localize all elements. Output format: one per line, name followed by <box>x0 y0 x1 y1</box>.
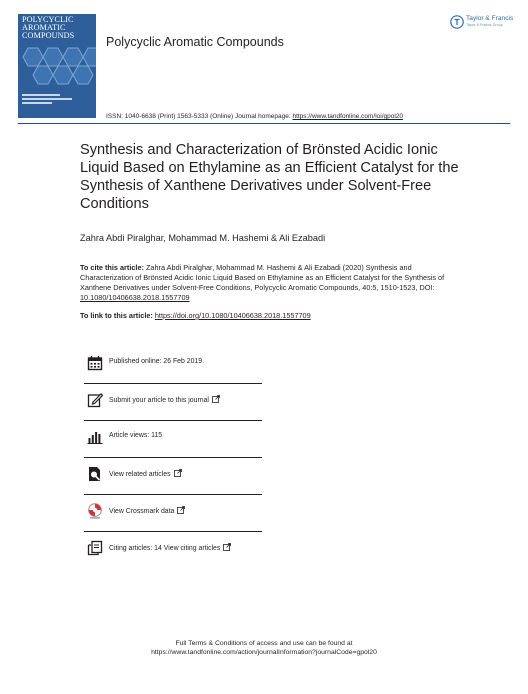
journal-title[interactable]: Polycyclic Aromatic Compounds <box>106 35 284 49</box>
cover-text-line <box>22 102 52 104</box>
cite-label: To cite this article: <box>80 263 144 272</box>
bar-chart-icon <box>87 429 103 445</box>
calendar-icon <box>87 355 103 371</box>
citing-articles-icon <box>87 540 103 556</box>
cover-title: POLYCYCLIC AROMATIC COMPOUNDS <box>22 15 75 40</box>
header-divider <box>18 123 510 124</box>
submit-article-row[interactable] <box>84 384 262 421</box>
article-views-label: Article views: 115 <box>109 432 163 439</box>
cite-doi-link[interactable]: 10.1080/10406638.2018.1557709 <box>80 293 190 302</box>
journal-cover-thumbnail <box>18 14 96 118</box>
issn-text: ISSN: 1040-6638 (Print) 1563-5333 (Online) Journal homepage: <box>106 113 293 120</box>
publisher-logo[interactable] <box>450 14 512 32</box>
terms-link[interactable]: https://www.tandfonline.com/action/journalInformation?journalCode=gpol20 <box>151 649 377 656</box>
article-info-list <box>84 347 262 568</box>
crossmark-icon <box>87 503 103 519</box>
cite-text: Zahra Abdi Piralghar, Mohammad M. Hashemi & Ali Ezabadi (2020) Synthesis and Characterization of Brönsted Acidic Ionic Liquid Based on Ethylamine as an Efficient Catalyst for the Synthesis of Xanthene Derivatives under Solvent-Free Conditions, Polycyclic Aromatic Compounds, 40:5, 1510-1523, DOI: <box>80 263 445 292</box>
external-link-icon <box>212 395 220 403</box>
edit-icon <box>87 392 103 408</box>
citation-block <box>80 263 452 303</box>
article-authors: Zahra Abdi Piralghar, Mohammad M. Hashemi & Ali Ezabadi <box>80 233 326 243</box>
crossmark-label[interactable]: View Crossmark data <box>109 506 185 515</box>
hexagon-pattern-icon <box>18 44 96 90</box>
article-views-row <box>84 421 262 458</box>
article-link-line <box>80 311 311 320</box>
terms-footer <box>0 639 528 657</box>
related-articles-row[interactable] <box>84 458 262 495</box>
publisher-name: Taylor & Francis <box>466 15 514 22</box>
crossmark-row[interactable] <box>84 495 262 532</box>
published-online-label: Published online: 26 Feb 2019. <box>109 358 205 365</box>
link-label: To link to this article: <box>80 311 155 320</box>
related-articles-label[interactable]: View related articles <box>109 469 182 478</box>
article-doi-link[interactable]: https://doi.org/10.1080/10406638.2018.1557709 <box>154 311 311 320</box>
cover-text-line <box>22 94 60 96</box>
cover-text-line <box>22 98 72 100</box>
external-link-icon <box>223 543 231 551</box>
published-online-row <box>84 347 262 384</box>
taylor-francis-logo-icon <box>450 15 464 29</box>
terms-text: Full Terms & Conditions of access and use can be found at <box>175 640 353 647</box>
external-link-icon <box>177 506 185 514</box>
journal-homepage-link[interactable]: https://www.tandfonline.com/loi/gpol20 <box>292 113 404 120</box>
issn-line <box>106 113 403 120</box>
citing-articles-label[interactable]: Citing articles: 14 View citing articles <box>109 543 231 552</box>
submit-article-label[interactable]: Submit your article to this journal <box>109 395 220 404</box>
publisher-tagline: Taylor & Francis Group <box>466 23 503 27</box>
search-document-icon <box>87 466 103 482</box>
article-title: Synthesis and Characterization of Brönsted Acidic Ionic Liquid Based on Ethylamine as an Efficient Catalyst for the Synthesis of Xanthene Derivatives under Solvent-Free Conditions <box>80 142 459 212</box>
external-link-icon <box>174 469 182 477</box>
citing-articles-row[interactable] <box>84 532 262 568</box>
